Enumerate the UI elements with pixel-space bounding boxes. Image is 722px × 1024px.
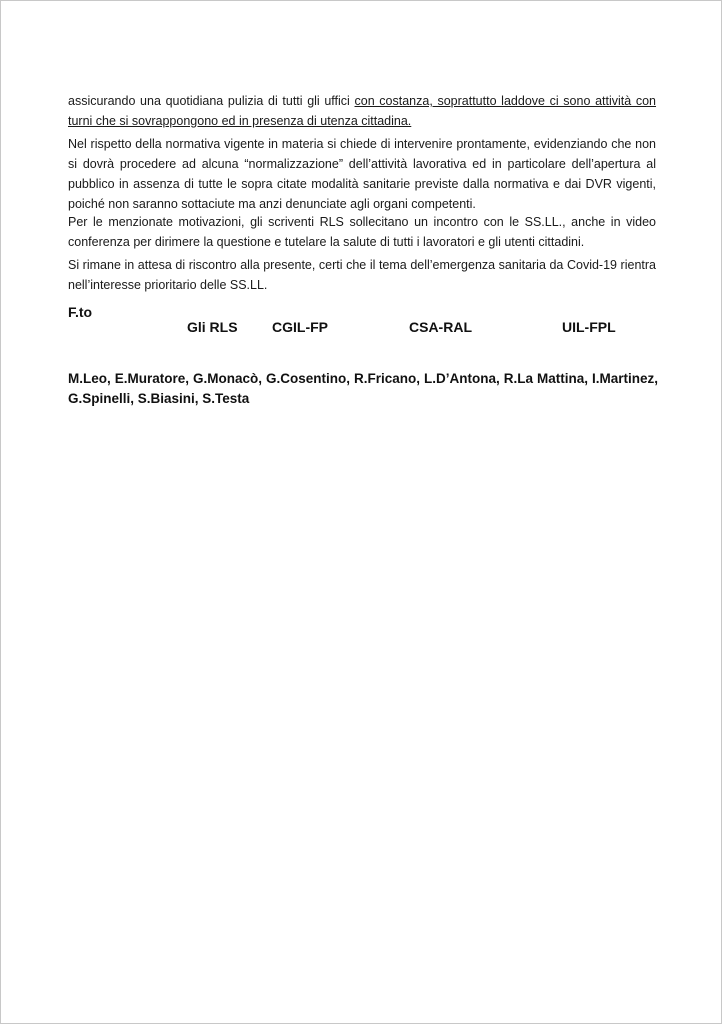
paragraph-closing: Si rimane in attesa di riscontro alla presente, certi che il tema dell’emergenza sanitaria da Covid-19 rientra nell’interesse prioritario delle SS.LL. (68, 258, 656, 292)
signature-uil-fpl: UIL-FPL (562, 319, 616, 335)
paragraph-meeting-request: Per le menzionate motivazioni, gli scriventi RLS sollecitano un incontro con le SS.LL., anche in video conferenza per dirimere la questione e tutelare la salute di tutti i lavoratori e gli utenti cittadini. (68, 215, 656, 249)
paragraph-regulation: Nel rispetto della normativa vigente in materia si chiede di intervenire prontamente, evidenziando che non si dovrà procedere ad alcuna “normalizzazione” dell’attività lavorativa ed in particolare dell’apertura al pubblico in assenza di tutte le sopra citate modalità sanitarie previste dalla normativa e dai DVR vigenti, poiché non saranno sottaciute ma anzi denunciate agli organi competenti. (68, 137, 656, 211)
paragraph-cleaning (68, 91, 656, 131)
paragraph-cleaning-underlined-text: con costanza, soprattutto laddove ci sono attività con turni che si sovrappongono ed in presenza di utenza cittadina. (68, 94, 657, 128)
signatory-names: M.Leo, E.Muratore, G.Monacò, G.Cosentino, R.Fricano, L.D’Antona, R.La Mattina, I.Martinez, G.Spinelli, S.Biasini, S.Testa (68, 371, 658, 406)
signature-csa-ral: CSA-RAL (409, 319, 472, 335)
paragraph-cleaning-text: assicurando una quotidiana pulizia di tutti gli uffici (68, 94, 355, 108)
signature-rls: Gli RLS (187, 319, 238, 335)
signature-cgil-fp: CGIL-FP (272, 319, 328, 335)
signature-fto: F.to (68, 304, 93, 320)
